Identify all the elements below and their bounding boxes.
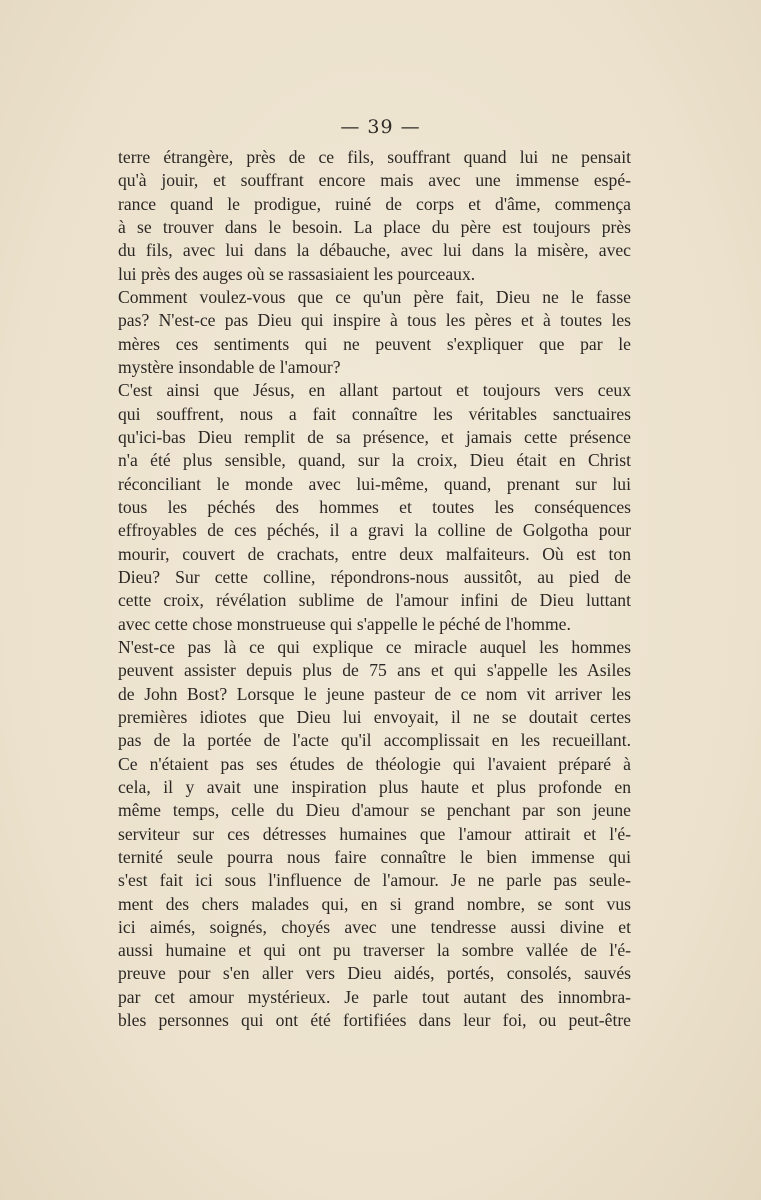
text-line: de John Bost? Lorsque le jeune pasteur de ce nom vit arriver les — [118, 683, 631, 704]
text-line: réconciliant le monde avec lui-même, quand, prenant sur lui — [118, 473, 631, 494]
text-line: aussi humaine et qui ont pu traverser la sombre vallée de l'é- — [118, 940, 631, 961]
text-line: serviteur sur ces détresses humaines que l'amour attirait et l'é- — [118, 823, 631, 844]
text-line: à se trouver dans le besoin. La place du père est toujours près — [118, 216, 631, 237]
text-line: s'est fait ici sous l'influence de l'amour. Je ne parle pas seule- — [118, 870, 631, 891]
text-line: C'est ainsi que Jésus, en allant partout et toujours vers ceux — [118, 380, 631, 401]
text-line: bles personnes qui ont été fortifiées dans leur foi, ou peut-être — [118, 1010, 631, 1031]
text-line: terre étrangère, près de ce fils, souffrant quand lui ne pensait — [118, 147, 631, 167]
text-line: même temps, celle du Dieu d'amour se penchant par son jeune — [118, 800, 631, 821]
text-line: ment des chers malades qui, en si grand nombre, se sont vus — [118, 893, 631, 914]
text-line: Ce n'étaient pas ses études de théologie qui l'avaient préparé à — [118, 753, 631, 774]
text-line: par cet amour mystérieux. Je parle tout autant des innombra- — [118, 986, 631, 1007]
text-line: mourir, couvert de crachats, entre deux malfaiteurs. Où est ton — [118, 543, 631, 564]
text-line: pas? N'est-ce pas Dieu qui inspire à tous les pères et à toutes les — [118, 310, 631, 331]
text-line: peuvent assister depuis plus de 75 ans et qui s'appelle les Asiles — [118, 660, 631, 681]
text-line: cette croix, révélation sublime de l'amour infini de Dieu luttant — [118, 590, 631, 611]
text-line: rance quand le prodigue, ruiné de corps et d'âme, commença — [118, 193, 631, 214]
text-line: ici aimés, soignés, choyés avec une tendresse aussi divine et — [118, 916, 631, 937]
text-line: lui près des auges où se rassasiaient les pourceaux. — [118, 263, 476, 284]
page-number: — 39 — — [340, 116, 421, 138]
text-line: effroyables de ces péchés, il a gravi la colline de Golgotha pour — [118, 520, 631, 541]
text-line: Comment voulez-vous que ce qu'un père fait, Dieu ne le fasse — [118, 286, 631, 307]
text-line: n'a été plus sensible, quand, sur la croix, Dieu était en Christ — [118, 450, 631, 471]
text-line: pas de la portée de l'acte qu'il accomplissait en les recueillant. — [118, 730, 631, 751]
text-line: N'est-ce pas là ce qui explique ce miracle auquel les hommes — [118, 636, 631, 657]
text-line: cela, il y avait une inspiration plus haute et plus profonde en — [118, 776, 631, 797]
text-line: du fils, avec lui dans la débauche, avec lui dans la misère, avec — [118, 240, 631, 261]
text-line: qu'ici-bas Dieu remplit de sa présence, et jamais cette présence — [118, 426, 631, 447]
text-line: qu'à jouir, et souffrant encore mais avec une immense espé- — [118, 170, 631, 191]
body-text — [118, 146, 631, 1032]
text-line: preuve pour s'en aller vers Dieu aidés, portés, consolés, sauvés — [118, 963, 631, 984]
text-line: Dieu? Sur cette colline, répondrons-nous aussitôt, au pied de — [118, 566, 631, 587]
text-line: mères ces sentiments qui ne peuvent s'expliquer que par le — [118, 333, 631, 354]
text-line: premières idiotes que Dieu lui envoyait, il ne se doutait certes — [118, 706, 631, 727]
text-line: mystère insondable de l'amour? — [118, 356, 341, 377]
text-line: ternité seule pourra nous faire connaître le bien immense qui — [118, 846, 631, 867]
text-line: qui souffrent, nous a fait connaître les véritables sanctuaires — [118, 403, 631, 424]
text-line: tous les péchés des hommes et toutes les conséquences — [118, 496, 631, 517]
text-line: avec cette chose monstrueuse qui s'appelle le péché de l'homme. — [118, 613, 571, 634]
